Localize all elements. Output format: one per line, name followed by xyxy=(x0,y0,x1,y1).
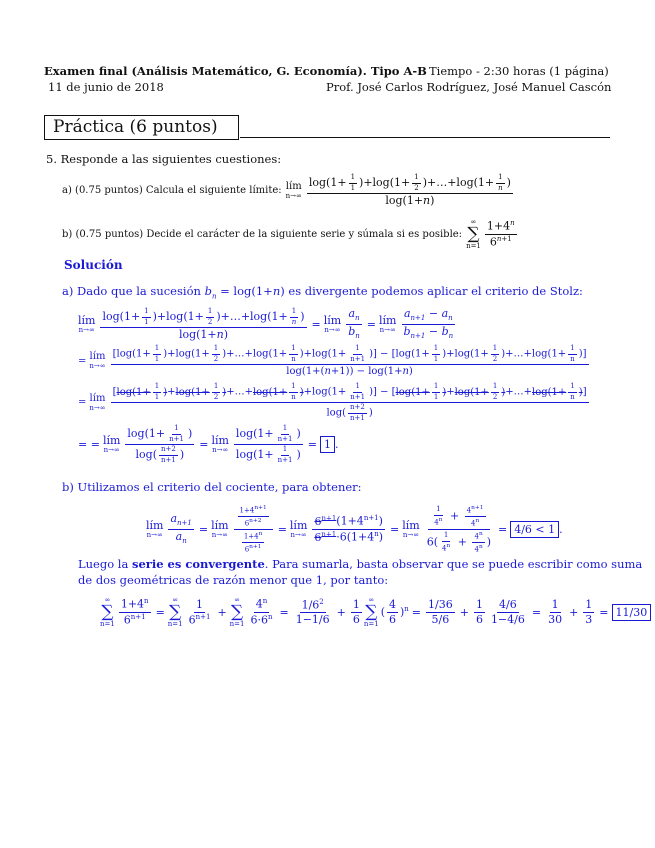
solution-b-conclusion-2: de dos geométricas de razón menor que 1, por tanto: xyxy=(78,573,389,587)
exam-authors: Prof. José Carlos Rodríguez, José Manuel Cascón xyxy=(326,80,612,94)
conclusion-bold: serie es convergente xyxy=(131,557,265,571)
final-result-box: 11/30 xyxy=(612,604,652,621)
ratio-test-line: lím n→∞ $\frac{a_{n+1}}{a_n}$ = lím n→∞ $\frac{\frac{1+4^{n+1}}{6^{n+2}}}{\frac{1+4^n}{6^{n+1}}}$ = lím n→∞ $\frac{6^{n+1}(1+4^{n+1})}{6^{n+1}\cdot 6(1+4^n)}$ = lím n→∞ $\frac{1}{4^n}$ + $\frac{4^{n+1}}{4^n}$ 6( $\frac{1}{4^n}$ + $\frac{4^n}{4^n}$ ) = 4/6 < 1 . xyxy=(146,505,563,554)
solution-a-intro-1: a) Dado que la sucesión xyxy=(62,284,201,298)
exam-date: 11 de junio de 2018 xyxy=(48,80,164,94)
stolz-line-2: = lím n→∞ [log(1+ $\frac{1}{1}$ )+log(1+ $\frac{1}{2}$ )+…+log(1+ $\frac{1}{n}$ )+log(1+ $\frac{1}{n+1}$ )] − [log(1+ $\frac{1}{1}$ )+log(1+ $\frac{1}{2}$ )+…+log(1+ $\frac{1}{n}$ )] log(1+(n+1)) − log(1+n) xyxy=(78,344,587,378)
limit-operator: lím n→∞ xyxy=(285,180,302,200)
stolz-line-3: = lím n→∞ [log(1+ $\frac{1}{1}$ )+log(1+ $\frac{1}{2}$ )+…+log(1+ $\frac{1}{n}$ )+log(1+ $\frac{1}{n+1}$ )] − [log(1+ $\frac{1}{1}$ )+log(1+ $\frac{1}{2}$ )+…+log(1+ $\frac{1}{n}$ )] log( $\frac{n+2}{n+1}$ ) xyxy=(78,382,587,423)
stolz-line-1: lím n→∞ log(1+ $\frac{1}{1}$ )+log(1+ $\frac{1}{2}$ )+…+log(1+ $\frac{1}{n}$ ) log(1+n) = lím n→∞ $\frac{a_n}{b_n}$ = lím n→∞ $\frac{a_{n+1} - a_n}{b_{n+1} - b_n}$ xyxy=(78,307,454,342)
section-title: Práctica (6 puntos) xyxy=(53,117,218,137)
solution-b-intro: b) Utilizamos el criterio del cociente, para obtener: xyxy=(62,480,362,494)
part-a-fraction: log(1+ $\frac{1}{1}$ )+log(1+ $\frac{1}{2}$ )+…+log(1+ $\frac{1}{n}$ ) log(1+n) xyxy=(308,173,511,208)
problem-statement: Responde a las siguientes cuestiones: xyxy=(60,152,282,166)
part-a-text: a) (0.75 puntos) Calcula el siguiente límite: xyxy=(62,185,282,197)
conclusion-pre: Luego la xyxy=(78,557,129,571)
solution-b-conclusion xyxy=(78,557,642,571)
solution-a-intro: a) Dado que la sucesión $b_n = \log(1+n)$ es divergente podemos aplicar el criterio de Stolz: xyxy=(62,284,583,301)
stolz-line-4: = = lím n→∞ log(1+ $\frac{1}{n+1}$ ) log( $\frac{n+2}{n+1}$ ) = lím n→∞ log(1+ $\frac{1}{n+1}$ ) log(1+ $\frac{1}{n+1}$ ) = 1 . xyxy=(78,424,339,465)
problem-header xyxy=(46,152,281,166)
problem-number: 5. xyxy=(46,152,57,166)
section-rule xyxy=(240,137,610,138)
conclusion-post: . Para sumarla, basta observar que se puede escribir como suma xyxy=(264,557,643,571)
series-sum-line: ∞ ∑ n=1 $\frac{1+4^n}{6^{n+1}}$ = ∞ ∑ n=1 $\frac{1}{6^{n+1}}$ + ∞ ∑ n=1 $\frac{4^n}{6\cdot 6^n}$ = $\frac{1/6^2}{1-1/6}$ + $\frac{1}{6}$ ∞ ∑ n=1 ( $\frac{4}{6}$ )$^n$ = $\frac{1/36}{5/6}$ + $\frac{1}{6}$ $\frac{4/6}{1-4/6}$ = $\frac{1}{30}$ + $\frac{1}{3}$ = 11/30 xyxy=(100,597,651,628)
part-b-fraction: $\frac{1+4^n}{6^{n+1}}$ xyxy=(486,219,515,249)
result-a-box: 1 xyxy=(320,436,335,453)
exam-title: Examen final (Análisis Matemático, G. Economía). Tipo A-B xyxy=(44,64,427,78)
ratio-result-box: 4/6 < 1 xyxy=(510,521,559,538)
solution-title: Solución xyxy=(64,258,123,272)
sum-operator: ∞ ∑ n=1 xyxy=(466,218,481,250)
exam-time: Tiempo - 2:30 horas (1 página) xyxy=(429,64,609,78)
part-a-statement xyxy=(62,174,515,207)
part-b-statement xyxy=(62,219,519,250)
solution-a-intro-2: es divergente podemos aplicar el criterio de Stolz: xyxy=(288,284,583,298)
section-box xyxy=(44,115,239,140)
sequence-bn: $b_n$ xyxy=(204,284,217,301)
part-b-text: b) (0.75 puntos) Decide el carácter de la siguiente serie y súmala si es posible: xyxy=(62,229,463,240)
